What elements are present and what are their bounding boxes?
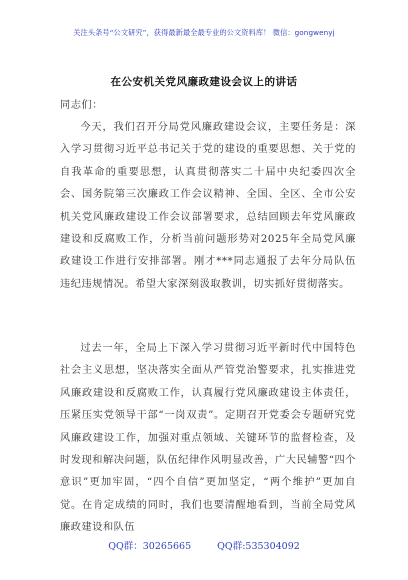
document-title: 在公安机关党风廉政建设会议上的讲话 (110, 76, 298, 88)
promo-banner: 关注头条号“公文研究”，获得最新最全最专业的公文资料库！ 微信：gongwenyj (73, 28, 335, 37)
paragraph-2: 过去一年，全局上下深入学习贯彻习近平新时代中国特色社会主义思想，坚决落实全面从严管党治警要求，扎实推进党风廉政建设和反腐败工作，认真履行党风廉政建设主体责任，压紧压实党领导干部“一岗双责”。定期召开党委会专题研究党风廉政建设工作，加强对重点领域、关键环节的监督检查，及时发现和解决问题，队伍纪律作风明显改善，广大民辅警“四个意识”更加牢固，“四个自信”更加坚定，“两个维护”更加自觉。在肯定成绩的同时，我们也要清醒地看到，当前全局党风廉政建设和队伍 (60, 343, 356, 534)
greeting-line: 同志们： (60, 100, 103, 111)
qq-group-2: QQ群:535304092 (217, 541, 300, 552)
paragraph-1: 今天，我们召开分局党风廉政建设会议，主要任务是：深入学习贯彻习近平总书记关于党的建设的重要思想、关于党的自我革命的重要思想，认真贯彻落实二十届中央纪委四次全会、国务院第三次廉政工作会议精神、全国、全区、全市公安机关党风廉政建设工作会议部署要求，总结回顾去年党风廉政建设和反腐败工作，分析当前问题形势对2025年全局党风廉政建设工作进行安排部署。刚才***同志通报了去年分局队伍违纪违规情况。希望大家深刻汲取教训，切实抓好贯彻落实。 (60, 122, 356, 290)
qq-group-1: QQ群：30265665 (108, 541, 192, 552)
footer-contacts (0, 538, 408, 552)
